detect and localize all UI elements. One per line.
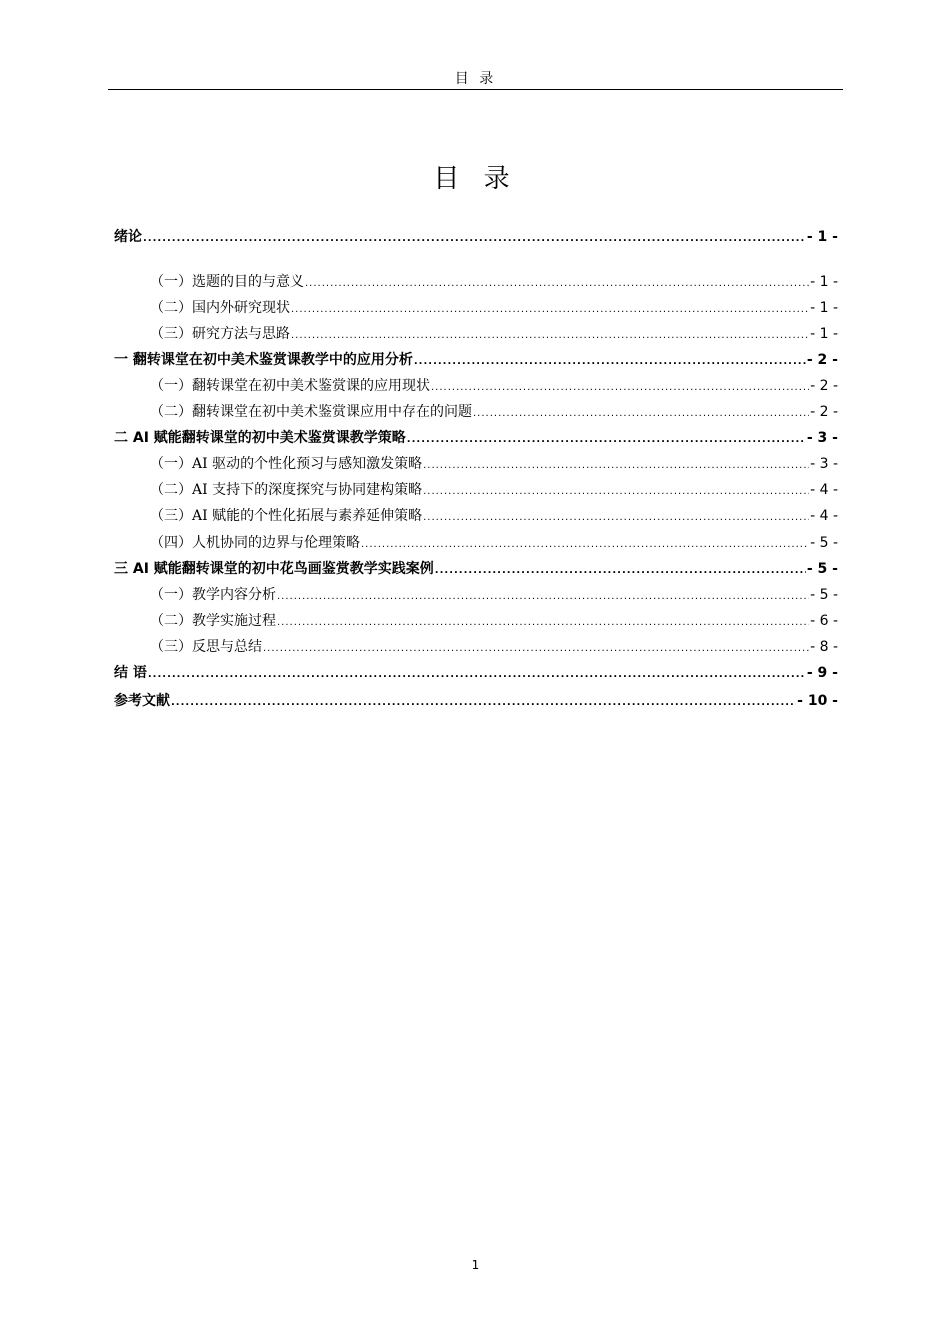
toc-entry-page: - 6 -: [810, 613, 838, 629]
toc-entry-page: - 3 -: [806, 430, 838, 446]
toc-leader: [263, 638, 809, 660]
toc-entry-text: （三）研究方法与思路: [150, 326, 290, 342]
toc-leader: [423, 507, 809, 529]
toc-entry[interactable]: [114, 584, 838, 606]
toc-leader: [407, 429, 806, 451]
header-rule: [108, 89, 843, 90]
toc-entry[interactable]: [114, 636, 838, 658]
toc-entry[interactable]: [114, 226, 838, 248]
toc-leader: [171, 692, 796, 714]
toc-entry-page: - 1 -: [810, 326, 838, 342]
toc-leader: [361, 534, 809, 556]
toc-entry[interactable]: [114, 610, 838, 632]
toc-entry-text: （一）选题的目的与意义: [150, 274, 304, 290]
toc-entry[interactable]: [114, 271, 838, 293]
toc-entry-page: - 4 -: [810, 482, 838, 498]
toc-entry-page: - 4 -: [810, 508, 838, 524]
toc-entry-text: （三）反思与总结: [150, 639, 262, 655]
toc-entry-text: （三）AI 赋能的个性化拓展与素养延伸策略: [150, 508, 423, 524]
toc-leader: [431, 377, 809, 399]
toc-leader: [277, 612, 809, 634]
toc-title: 目 录: [433, 164, 518, 194]
toc-leader: [435, 560, 806, 582]
toc-leader: [291, 299, 809, 321]
toc-entry-page: - 1 -: [810, 300, 838, 316]
toc-leader: [291, 325, 809, 347]
toc-entry-page: - 2 -: [806, 352, 838, 368]
toc-entry-text: （二）翻转课堂在初中美术鉴赏课应用中存在的问题: [150, 404, 472, 420]
toc-entry[interactable]: [114, 532, 838, 554]
toc-leader: [473, 403, 809, 425]
toc-entry-text: 绪论: [114, 229, 142, 245]
toc-entry[interactable]: [114, 401, 838, 423]
toc-leader: [423, 455, 809, 477]
toc-entry-text: 结 语: [114, 665, 147, 681]
toc-entry-page: - 2 -: [810, 404, 838, 420]
toc-leader: [305, 273, 809, 295]
toc-entry-page: - 5 -: [806, 561, 838, 577]
running-header: 目 录: [454, 71, 497, 87]
toc-entry-text: 二 AI 赋能翻转课堂的初中美术鉴赏课教学策略: [114, 430, 406, 446]
toc-leader: [423, 481, 809, 503]
toc-entry-text: （二）国内外研究现状: [150, 300, 290, 316]
toc-entry-text: （一）AI 驱动的个性化预习与感知激发策略: [150, 456, 423, 472]
toc-entry-text: （二）AI 支持下的深度探究与协同建构策略: [150, 482, 423, 498]
toc-entry[interactable]: [114, 505, 838, 527]
toc-entry-text: （四）人机协同的边界与伦理策略: [150, 535, 360, 551]
toc-entry[interactable]: [114, 297, 838, 319]
toc-entry-page: - 5 -: [810, 587, 838, 603]
toc-entry-page: - 10 -: [797, 693, 838, 709]
toc-entry[interactable]: [114, 323, 838, 345]
toc-entry-page: - 1 -: [806, 229, 838, 245]
toc-entry[interactable]: [114, 427, 838, 449]
toc-entry[interactable]: [114, 662, 838, 684]
toc-entry[interactable]: [114, 453, 838, 475]
toc-entry-page: - 5 -: [810, 535, 838, 551]
toc-entry-page: - 8 -: [810, 639, 838, 655]
toc-entry[interactable]: [114, 558, 838, 580]
page-number: 1: [471, 1258, 480, 1272]
toc-leader: [143, 228, 806, 250]
toc-entry[interactable]: [114, 375, 838, 397]
toc-entry-page: - 3 -: [810, 456, 838, 472]
toc-entry-page: - 2 -: [810, 378, 838, 394]
toc-entry-text: （一）教学内容分析: [150, 587, 276, 603]
toc-leader: [148, 664, 806, 686]
toc-entry[interactable]: [114, 349, 838, 371]
toc-entry[interactable]: [114, 479, 838, 501]
toc-entry-page: - 1 -: [810, 274, 838, 290]
toc-entry-text: 参考文献: [114, 693, 170, 709]
toc-entry-text: 一 翻转课堂在初中美术鉴赏课教学中的应用分析: [114, 352, 413, 368]
toc-entry-text: （二）教学实施过程: [150, 613, 276, 629]
toc-entry-text: （一）翻转课堂在初中美术鉴赏课的应用现状: [150, 378, 430, 394]
toc-entry[interactable]: [114, 690, 838, 712]
toc-entry-page: - 9 -: [806, 665, 838, 681]
toc-leader: [414, 351, 806, 373]
toc-leader: [277, 586, 809, 608]
toc-entry-text: 三 AI 赋能翻转课堂的初中花鸟画鉴赏教学实践案例: [114, 561, 434, 577]
